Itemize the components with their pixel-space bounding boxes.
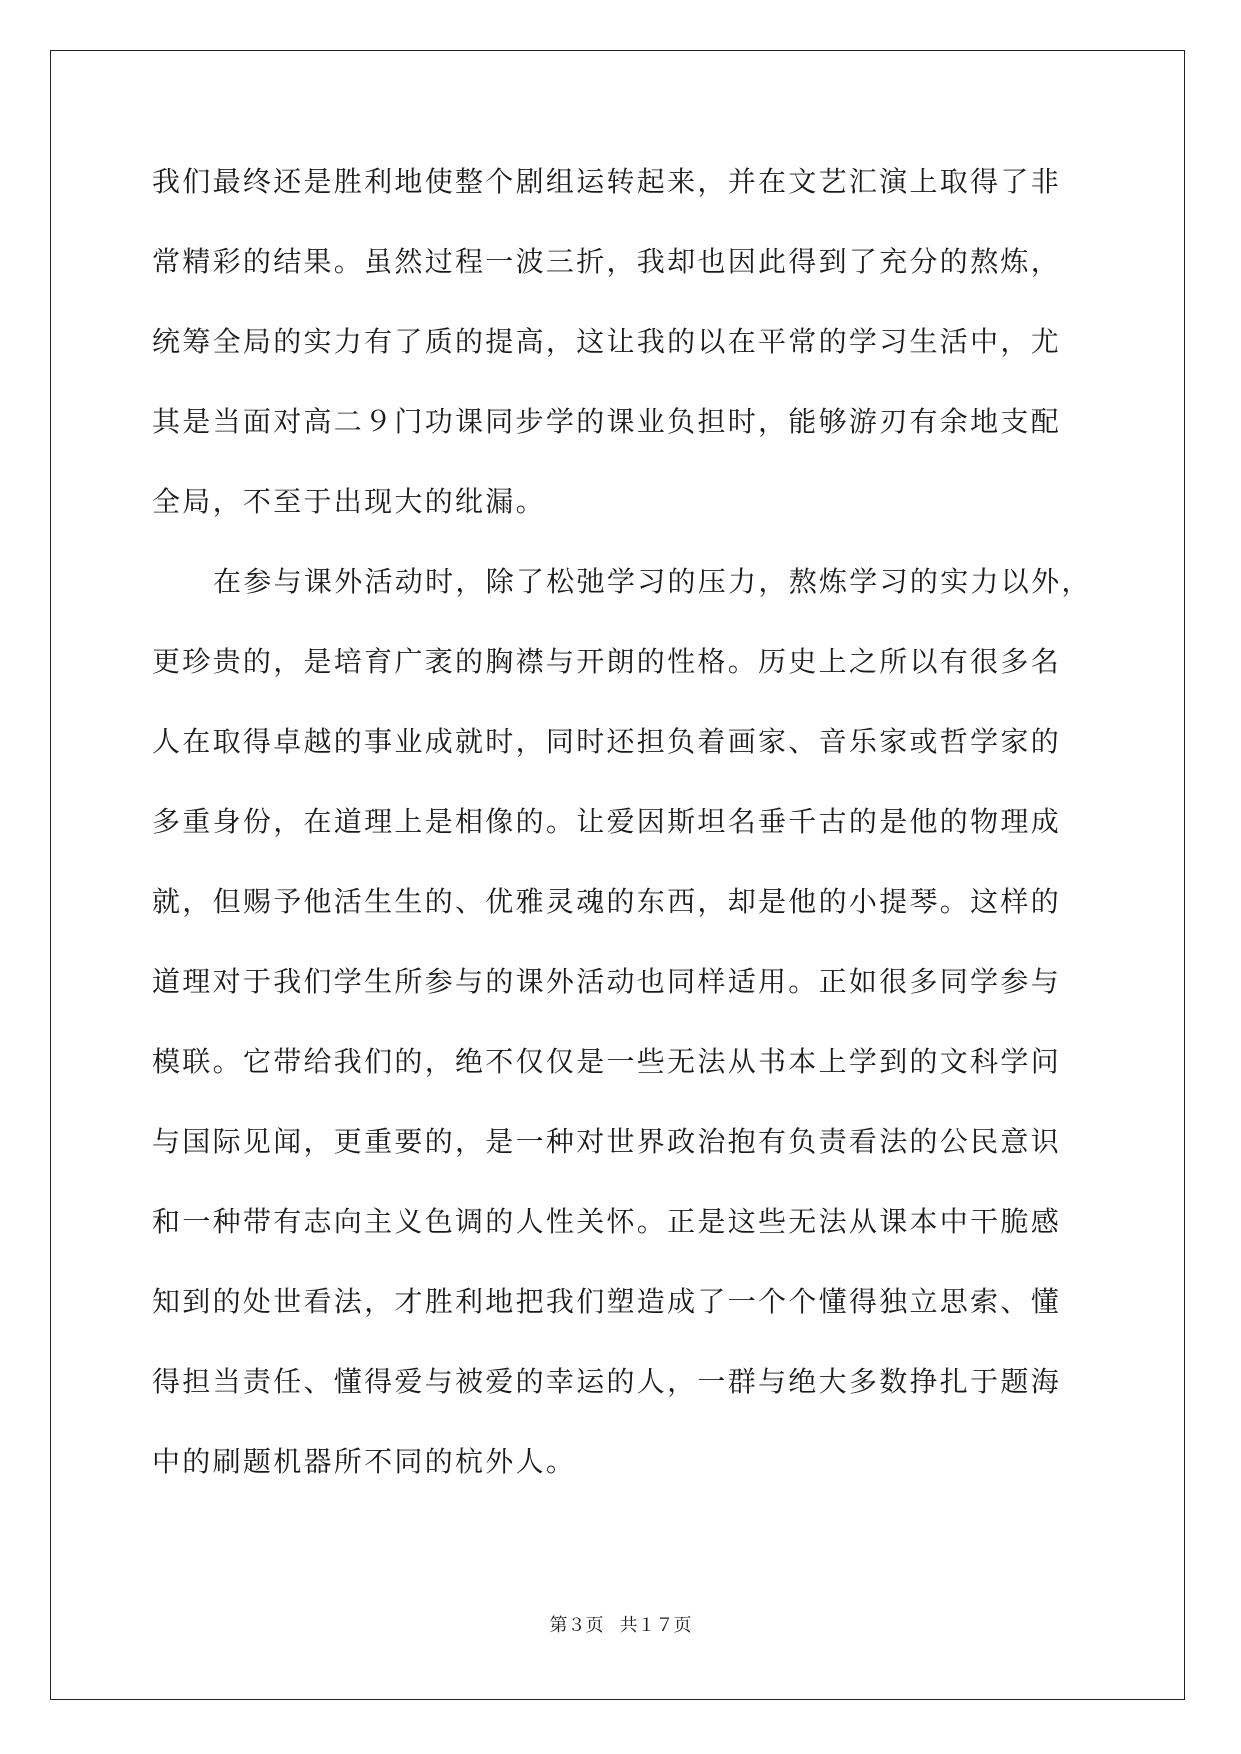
document-body [152,162,1092,1522]
text-line: 模联。它带给我们的，绝不仅仅是一些无法从书本上学到的文科学问 [152,1045,1062,1078]
text-line: 多重身份，在道理上是相像的。让爱因斯坦名垂千古的是他的物理成 [152,805,1062,838]
page-footer [0,1611,1241,1637]
text-line: 得担当责任、懂得爱与被爱的幸运的人，一群与绝大多数挣扎于题海 [152,1365,1062,1398]
text-line: 更珍贵的，是培育广袤的胸襟与开朗的性格。历史上之所以有很多名 [152,645,1062,678]
page-number: 第３页 [549,1615,604,1636]
text-line: 我们最终还是胜利地使整个剧组运转起来，并在文艺汇演上取得了非 [152,165,1062,198]
text-line: 和一种带有志向主义色调的人性关怀。正是这些无法从课本中干脆感 [152,1205,1062,1238]
text-line: 人在取得卓越的事业成就时，同时还担负着画家、音乐家或哲学家的 [152,725,1062,758]
text-line: 就，但赐予他活生生的、优雅灵魂的东西，却是他的小提琴。这样的 [152,885,1062,918]
page-total: 共１７页 [619,1615,692,1636]
text-line: 与国际见闻，更重要的，是一种对世界政治抱有负责看法的公民意识 [152,1125,1062,1158]
text-line: 常精彩的结果。虽然过程一波三折，我却也因此得到了充分的熬炼， [152,245,1062,278]
text-line: 其是当面对高二９门功课同步学的课业负担时，能够游刃有余地支配 [152,405,1062,438]
text-line: 统筹全局的实力有了质的提高，这让我的以在平常的学习生活中，尤 [152,325,1062,358]
text-line: 道理对于我们学生所参与的课外活动也同样适用。正如很多同学参与 [152,965,1062,998]
text-line: 知到的处世看法，才胜利地把我们塑造成了一个个懂得独立思索、懂 [152,1285,1062,1318]
text-line: 中的刷题机器所不同的杭外人。 [152,1445,577,1478]
text-line: 全局，不至于出现大的纰漏。 [152,485,546,518]
paragraph-start-line: 在参与课外活动时，除了松弛学习的压力，熬炼学习的实力以外， [213,565,1092,598]
